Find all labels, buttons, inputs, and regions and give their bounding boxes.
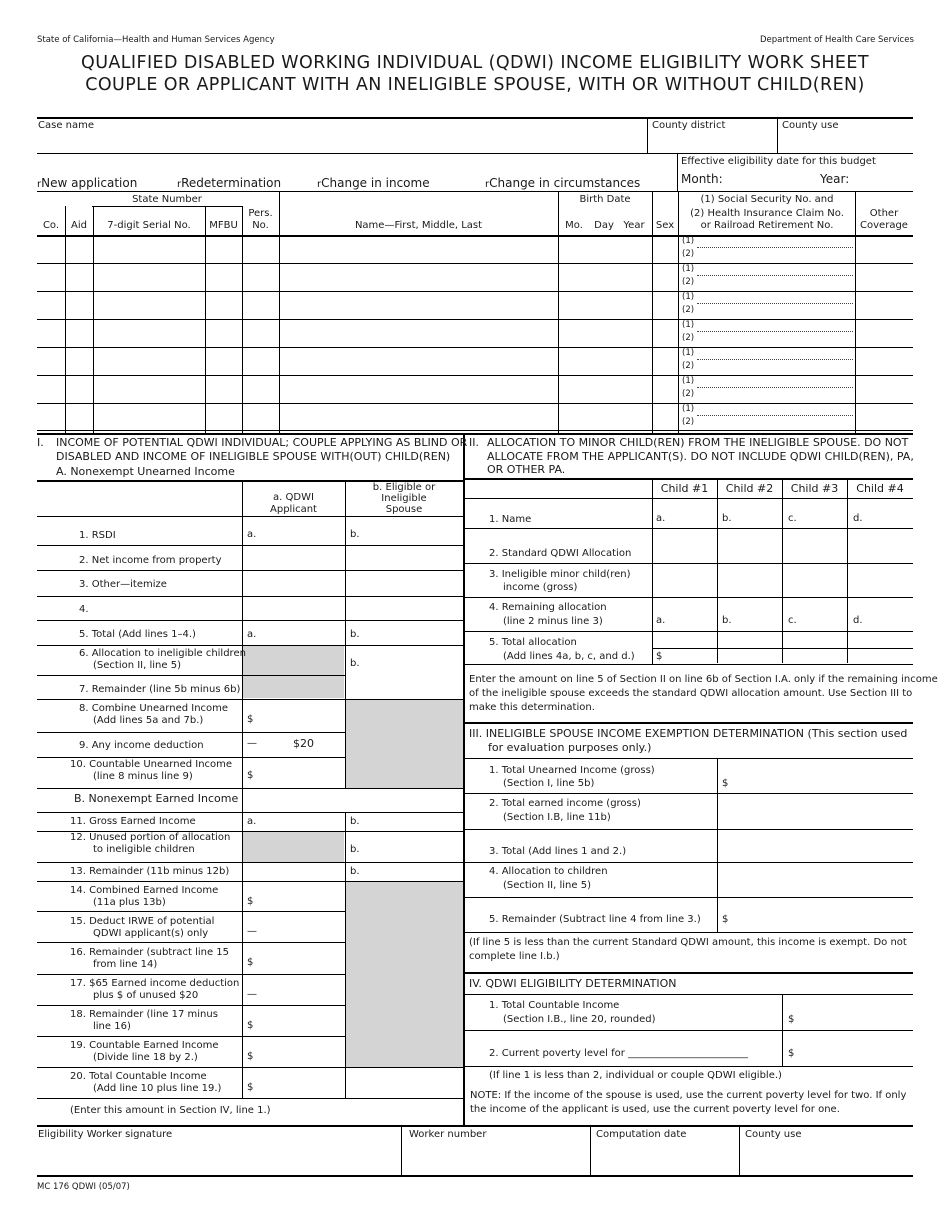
shaded-cell (243, 646, 344, 698)
line-3a-field[interactable] (243, 571, 344, 595)
child-2-name-field[interactable] (718, 499, 781, 527)
s2-line-3: 3. Ineligible minor child(ren) (489, 569, 631, 580)
line-14-field[interactable] (243, 882, 344, 910)
ssn-line-1-label: (1) (682, 236, 695, 246)
s3-line-4: 4. Allocation to children (489, 866, 608, 877)
s2-note-line-1: Enter the amount on line 5 of Section II on line 6b of Section I.A. only if the remaining income (469, 674, 938, 685)
section-3-heading-2: for evaluation purposes only.) (488, 741, 652, 754)
line-17-note: plus $ of unused $20 (93, 990, 199, 1001)
line-16-note: from line 14) (93, 959, 158, 970)
field-prefix: b. (350, 658, 360, 669)
ssn-line-1-label: (1) (682, 376, 695, 386)
section-1-number: I. (37, 436, 44, 449)
eligibility-worker-signature-label: Eligibility Worker signature (38, 1129, 173, 1140)
child-income-fields[interactable] (653, 564, 912, 596)
redetermination-checkbox[interactable] (177, 172, 281, 191)
dollar-sign: $ (247, 957, 254, 968)
line-5-total: 5. Total (Add lines 1–4.) (79, 629, 196, 640)
section-4-heading: IV. QDWI ELIGIBILITY DETERMINATION (469, 977, 677, 990)
line-18-remainder: 18. Remainder (line 17 minus (70, 1009, 218, 1020)
dollar-sign: $ (788, 1014, 795, 1025)
child-2-remaining-field[interactable] (718, 598, 781, 630)
line-14-combined: 14. Combined Earned Income (70, 885, 219, 896)
field-prefix: a. (656, 513, 666, 524)
s2-note-line-2: of the ineligible spouse exceeds the standard QDWI allocation amount. Use Section III to (469, 688, 913, 699)
section-2-number: II. (469, 436, 479, 449)
case-member-row[interactable] (37, 376, 913, 403)
line-12-unused: 12. Unused portion of allocation (70, 832, 231, 843)
s4-line-2: 2. Current poverty level for ________________________ (489, 1048, 749, 1059)
dollar-sign: $ (722, 778, 729, 789)
effective-date-label: Effective eligibility date for this budget (681, 156, 876, 167)
line-11b-field[interactable] (346, 813, 462, 830)
s2-line-5-note: (Add lines 4a, b, c, and d.) (503, 651, 635, 662)
line-8-note: (Add lines 5a and 7b.) (93, 715, 204, 726)
ssn-line-2-label: (2) (682, 417, 695, 427)
line-19-countable: 19. Countable Earned Income (70, 1040, 219, 1051)
checkbox-glyph: r (317, 179, 322, 190)
line-9-field (243, 733, 344, 756)
line-8-combine: 8. Combine Unearned Income (79, 703, 229, 714)
new-application-checkbox[interactable] (37, 172, 137, 191)
line-10-field[interactable] (243, 758, 344, 787)
line-16-field[interactable] (243, 943, 344, 973)
line-12b-field[interactable] (346, 832, 462, 861)
co-header: Co. (42, 220, 60, 231)
s3-line-2-field[interactable] (718, 794, 912, 828)
col-a-header-2: Applicant (270, 504, 317, 515)
ssn-line-2-label: (2) (682, 305, 695, 315)
line-9-deduction: 9. Any income deduction (79, 740, 204, 751)
s4-note-line-1: NOTE: If the income of the spouse is used, use the current poverty level for two. If only (470, 1090, 907, 1101)
field-prefix: d. (853, 513, 863, 524)
ssn-line-1-label: (1) (682, 264, 695, 274)
field-prefix: c. (788, 513, 797, 524)
field-prefix: b. (350, 844, 360, 855)
line-4: 4. (79, 604, 89, 615)
child-4-remaining-field[interactable] (848, 598, 912, 630)
county-use-field[interactable] (740, 1142, 912, 1174)
field-prefix: b. (350, 866, 360, 877)
s2-line-4: 4. Remaining allocation (489, 602, 607, 613)
checkbox-glyph: r (37, 179, 42, 190)
sex-header: Sex (655, 220, 675, 231)
field-prefix: b. (722, 615, 732, 626)
poverty-level-field[interactable] (783, 1031, 912, 1065)
s2-line-2-standard: 2. Standard QDWI Allocation (489, 548, 632, 559)
line-2-property: 2. Net income from property (79, 555, 222, 566)
dollar-sign: $ (247, 714, 254, 725)
aid-header: Aid (71, 220, 87, 231)
birth-year-header: Year (623, 220, 645, 231)
line-20-field[interactable] (243, 1068, 344, 1097)
dollar-sign: $ (247, 770, 254, 781)
change-in-income-checkbox[interactable] (317, 172, 430, 191)
birth-date-header: Birth Date (579, 194, 631, 205)
field-prefix: a. (247, 816, 257, 827)
ssn-header-line2: (2) Health Insurance Claim No. (690, 208, 844, 219)
county-use-label: County use (782, 120, 839, 131)
standard-allocation-fields[interactable] (653, 529, 912, 562)
ssn-dotted-line (697, 359, 853, 360)
section-2-heading-3: OR OTHER PA. (487, 463, 566, 476)
child-4-header: Child #4 (856, 482, 904, 495)
field-prefix: d. (853, 615, 863, 626)
line-5a-field[interactable] (243, 621, 344, 644)
agency-name: State of California—Health and Human Services Agency (37, 35, 275, 45)
ssn-dotted-line (697, 415, 853, 416)
ssn-dotted-line (697, 275, 853, 276)
income-deduction-value: $20 (293, 737, 314, 750)
s3-line-5-field[interactable] (718, 898, 912, 931)
year-label: Year: (820, 172, 850, 186)
change-in-income-label: Change in income (321, 176, 430, 190)
s3-line-1: 1. Total Unearned Income (gross) (489, 765, 655, 776)
s2-line-3-note: income (gross) (503, 582, 578, 593)
checkbox-glyph: r (485, 179, 490, 190)
line-15-irwe: 15. Deduct IRWE of potential (70, 916, 215, 927)
ssn-line-1-label: (1) (682, 404, 695, 414)
redetermination-label: Redetermination (181, 176, 282, 190)
line-13-remainder: 13. Remainder (11b minus 12b) (70, 866, 230, 877)
ssn-line-2-label: (2) (682, 249, 695, 259)
line-16-remainder: 16. Remainder (subtract line 15 (70, 947, 230, 958)
section-1b-heading: B. Nonexempt Earned Income (74, 792, 239, 805)
ssn-line-2-label: (2) (682, 389, 695, 399)
col-b-header-1: b. Eligible or (372, 482, 436, 493)
line-6-allocation: 6. Allocation to ineligible children (79, 648, 246, 659)
shaded-cell (346, 882, 463, 1067)
signature-field[interactable] (37, 1142, 400, 1174)
s2-line-1-name: 1. Name (489, 514, 532, 525)
case-member-row[interactable] (37, 264, 913, 291)
s4-line-1: 1. Total Countable Income (489, 1000, 620, 1011)
birth-day-header: Day (594, 220, 614, 231)
line-19-note: (Divide line 18 by 2.) (93, 1052, 198, 1063)
shaded-cell (243, 832, 344, 862)
enter-in-section-4-note: (Enter this amount in Section IV, line 1.) (70, 1105, 271, 1116)
case-member-row[interactable] (37, 236, 913, 263)
pers-header-1: Pers. (248, 208, 273, 219)
department-name: Department of Health Care Services (760, 35, 914, 45)
line-6-note: (Section II, line 5) (93, 660, 181, 671)
s4-line-1-note: (Section I.B., line 20, rounded) (503, 1014, 656, 1025)
ssn-header-line1: (1) Social Security No. and (700, 194, 834, 205)
section-1-heading-1: INCOME OF POTENTIAL QDWI INDIVIDUAL; COUPLE APPLYING AS BLIND OR (56, 436, 468, 449)
s3-line-3: 3. Total (Add lines 1 and 2.) (489, 846, 627, 857)
computation-date-label: Computation date (596, 1129, 687, 1140)
ssn-dotted-line (697, 331, 853, 332)
form-title-line1: QUALIFIED DISABLED WORKING INDIVIDUAL (QDWI) INCOME ELIGIBILITY WORK SHEET (81, 53, 869, 73)
line-18-field[interactable] (243, 1006, 344, 1035)
s4-eligibility-note: (If line 1 is less than 2, individual or couple QDWI eligible.) (489, 1070, 782, 1081)
other-coverage-header-2: Coverage (860, 220, 908, 231)
child-1-remaining-field[interactable] (653, 598, 716, 630)
dollar-sign: $ (656, 651, 663, 662)
line-7-remainder: 7. Remainder (line 5b minus 6b) (79, 684, 241, 695)
s3-line-4-field[interactable] (718, 863, 912, 896)
worker-number-label: Worker number (409, 1129, 487, 1140)
ssn-line-2-label: (2) (682, 361, 695, 371)
line-20-total: 20. Total Countable Income (70, 1071, 207, 1082)
s2-note-line-3: make this determination. (469, 702, 595, 713)
ssn-line-2-label: (2) (682, 277, 695, 287)
field-prefix: c. (788, 615, 797, 626)
line-8-field[interactable] (243, 700, 344, 731)
worker-number-field[interactable] (402, 1142, 589, 1174)
field-prefix: a. (656, 615, 666, 626)
serial-header: 7-digit Serial No. (107, 220, 191, 231)
field-prefix: b. (350, 529, 360, 540)
s3-line-2-note: (Section I.B, line 11b) (503, 812, 611, 823)
line-4a-field[interactable] (243, 597, 344, 619)
child-2-header: Child #2 (725, 482, 774, 495)
field-prefix: b. (350, 629, 360, 640)
section-1a-heading: A. Nonexempt Unearned Income (56, 465, 235, 478)
s2-line-5: 5. Total allocation (489, 637, 577, 648)
dash: — (247, 926, 257, 937)
child-3-name-field[interactable] (783, 499, 846, 527)
line-1a-field[interactable] (243, 517, 344, 544)
line-20-note: (Add line 10 plus line 19.) (93, 1083, 222, 1094)
case-member-row[interactable] (37, 320, 913, 347)
col-a-header-1: a. QDWI (273, 492, 314, 503)
line-19-field[interactable] (243, 1037, 344, 1066)
ssn-dotted-line (697, 387, 853, 388)
line-12-note: to ineligible children (93, 844, 195, 855)
line-4b-field[interactable] (346, 597, 462, 619)
form-title-line2: COUPLE OR APPLICANT WITH AN INELIGIBLE SPOUSE, WITH OR WITHOUT CHILD(REN) (85, 75, 865, 95)
ssn-dotted-line (697, 247, 853, 248)
total-allocation-field[interactable] (653, 649, 912, 663)
ssn-line-1-label: (1) (682, 320, 695, 330)
child-1-header: Child #1 (660, 482, 709, 495)
dash: — (247, 738, 257, 749)
ssn-line-1-label: (1) (682, 348, 695, 358)
state-number-header: State Number (132, 194, 202, 205)
line-17-field[interactable] (243, 975, 344, 1004)
line-10-note: (line 8 minus line 9) (93, 771, 193, 782)
line-14-note: (11a plus 13b) (93, 897, 166, 908)
shaded-cell (346, 700, 463, 788)
line-1b-field[interactable] (346, 517, 462, 544)
s3-line-1-note: (Section I, line 5b) (503, 778, 595, 789)
line-3-other: 3. Other—itemize (79, 579, 167, 590)
child-3-header: Child #3 (790, 482, 839, 495)
child-3-remaining-field[interactable] (783, 598, 846, 630)
field-prefix: a. (247, 529, 257, 540)
ssn-header-line3: or Railroad Retirement No. (700, 220, 834, 231)
col-b-header-2: Ineligible (381, 493, 427, 504)
field-prefix: b. (350, 816, 360, 827)
s3-line-5: 5. Remainder (Subtract line 4 from line 3.) (489, 914, 701, 925)
s3-line-3-field[interactable] (718, 830, 912, 861)
line-15-note: QDWI applicant(s) only (93, 928, 209, 939)
mfbu-header: MFBU (209, 220, 238, 231)
footer-county-use-label: County use (745, 1129, 802, 1140)
child-4-name-field[interactable] (848, 499, 912, 527)
computation-date-field[interactable] (591, 1142, 738, 1174)
s4-note-line-2: the income of the applicant is used, use the current poverty level for one. (470, 1104, 840, 1115)
form-number: MC 176 QDWI (05/07) (37, 1182, 130, 1192)
section-2-heading-2: ALLOCATE FROM THE APPLICANT(S). DO NOT INCLUDE QDWI CHILD(REN), PA, (487, 450, 914, 463)
month-label: Month: (681, 172, 723, 186)
line-3b-field[interactable] (346, 571, 462, 595)
dash: — (247, 989, 257, 1000)
line-6b-field[interactable] (346, 646, 462, 674)
line-2b-field[interactable] (346, 546, 462, 569)
line-11-gross: 11. Gross Earned Income (70, 816, 196, 827)
county-district-label: County district (652, 120, 726, 131)
dollar-sign: $ (247, 1051, 254, 1062)
dollar-sign: $ (788, 1048, 795, 1059)
line-13b-field[interactable] (346, 863, 462, 880)
ssn-line-1-label: (1) (682, 292, 695, 302)
case-name-label: Case name (38, 120, 95, 131)
line-2a-field[interactable] (243, 546, 344, 569)
col-b-header-3: Spouse (385, 504, 423, 515)
line-10-countable: 10. Countable Unearned Income (70, 759, 233, 770)
field-prefix: a. (247, 629, 257, 640)
s2-line-4-note: (line 2 minus line 3) (503, 616, 603, 627)
section-3-heading-1: III. INELIGIBLE SPOUSE INCOME EXEMPTION DETERMINATION (This section used (469, 727, 908, 740)
change-in-circumstances-label: Change in circumstances (489, 176, 641, 190)
dollar-sign: $ (247, 896, 254, 907)
case-member-row[interactable] (37, 292, 913, 319)
birth-month-header: Mo. (565, 220, 583, 231)
change-in-circumstances-checkbox[interactable] (485, 172, 640, 191)
section-1-heading-2: DISABLED AND INCOME OF INELIGIBLE SPOUSE WITH(OUT) CHILD(REN) (56, 450, 451, 463)
line-11a-field[interactable] (243, 813, 344, 830)
s3-line-4-note: (Section II, line 5) (503, 880, 591, 891)
field-prefix: b. (722, 513, 732, 524)
line-7b-field[interactable] (346, 676, 462, 698)
checkbox-glyph: r (177, 179, 182, 190)
s3-note-line-1: (If line 5 is less than the current Standard QDWI amount, this income is exempt. Do not (469, 937, 907, 948)
s3-line-1-field[interactable] (718, 759, 912, 792)
s3-note-line-2: complete line I.b.) (469, 951, 560, 962)
pers-header-2: No. (252, 220, 269, 231)
name-header: Name—First, Middle, Last (354, 220, 483, 231)
total-countable-income-field[interactable] (783, 995, 912, 1029)
line-5b-field[interactable] (346, 621, 462, 644)
child-1-name-field[interactable] (653, 499, 716, 527)
new-application-label: New application (41, 176, 138, 190)
case-member-row[interactable] (37, 404, 913, 431)
s3-line-2: 2. Total earned income (gross) (489, 798, 641, 809)
line-15-field[interactable] (243, 912, 344, 941)
case-member-row[interactable] (37, 348, 913, 375)
section-2-heading-1: ALLOCATION TO MINOR CHILD(REN) FROM THE INELIGIBLE SPOUSE. DO NOT (487, 436, 909, 449)
line-18-note: line 16) (93, 1021, 131, 1032)
ssn-line-2-label: (2) (682, 333, 695, 343)
line-1-rsdi: 1. RSDI (79, 530, 116, 541)
ssn-dotted-line (697, 303, 853, 304)
line-17-deduction: 17. $65 Earned income deduction (70, 978, 240, 989)
dollar-sign: $ (247, 1082, 254, 1093)
other-coverage-header-1: Other (869, 208, 899, 219)
dollar-sign: $ (247, 1020, 254, 1031)
case-name-field[interactable] (37, 132, 645, 152)
dollar-sign: $ (722, 914, 729, 925)
